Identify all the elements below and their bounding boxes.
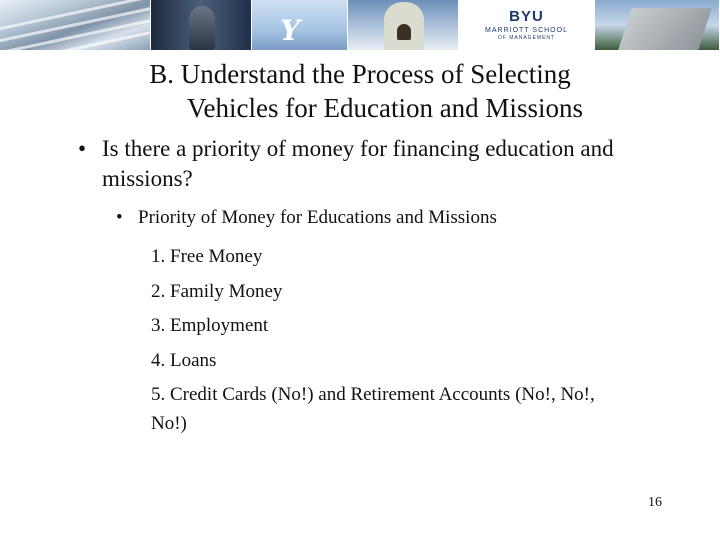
bullet-2-text: Priority of Money for Educations and Missions	[138, 207, 497, 228]
slide-title-line-2: Vehicles for Education and Missions	[187, 93, 583, 123]
banner-photo-bell-tower	[348, 0, 459, 50]
list-item: 3. Employment	[151, 315, 269, 336]
y-glyph: Y	[280, 14, 300, 47]
list-item: 4. Loans	[151, 349, 217, 371]
banner-photo-statue	[151, 0, 252, 50]
list-item: 2. Family Money	[151, 280, 283, 302]
bullet-dot-icon: •	[116, 207, 123, 228]
banner-photo-building	[595, 0, 720, 50]
banner-photo-y-mountain	[252, 0, 348, 50]
logo-school: MARRIOTT SCHOOL	[485, 26, 568, 34]
banner-photo-arches	[0, 0, 151, 50]
byu-marriott-logo	[459, 0, 595, 50]
list-item: 1. Free Money	[151, 246, 263, 267]
header-banner	[0, 0, 720, 50]
list-item: 5. Credit Cards (No!) and Retirement Accounts (No!, No!, No!)	[151, 384, 595, 434]
page-number: 16	[648, 495, 662, 510]
bullet-1-text: Is there a priority of money for financing education and missions?	[102, 136, 614, 191]
logo-management: OF MANAGEMENT	[497, 34, 556, 41]
slide-title	[0, 57, 720, 125]
slide-title-line-1: B. Understand the Process of Selecting	[149, 59, 571, 89]
priority-list	[151, 240, 621, 438]
logo-byu: BYU	[509, 7, 544, 25]
bullet-dot-icon: •	[78, 136, 87, 161]
